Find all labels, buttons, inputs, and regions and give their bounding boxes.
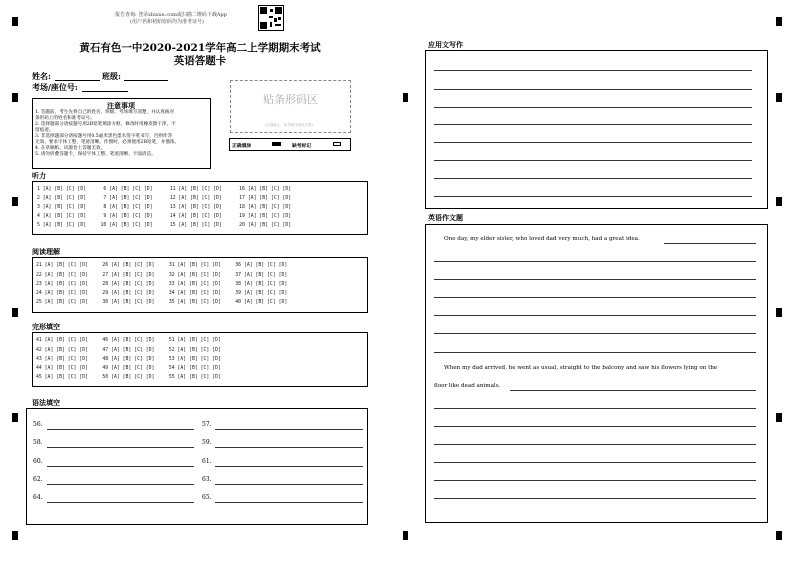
listening-row[interactable]: 4 [A] [B] [C] [D] 9 [A] [B] [C] [D] 14 [A] [B] [C] [D] 19 [A] [B] [C] [D] — [37, 214, 292, 219]
listening-label: 听力 — [32, 171, 46, 180]
blank-line[interactable] — [215, 484, 363, 485]
writing-line — [434, 352, 756, 353]
listening-row[interactable]: 2 [A] [B] [C] [D] 7 [A] [B] [C] [D] 12 [A] [B] [C] [D] 17 [A] [B] [C] [D] — [37, 196, 292, 201]
writing-line — [434, 333, 756, 334]
barcode-label: 贴条形码区 — [263, 93, 318, 106]
correct-fill-sample — [272, 142, 281, 146]
room-seat-field[interactable] — [82, 91, 128, 92]
blank-number: 59. — [202, 439, 212, 446]
absent-mark-box[interactable] — [333, 142, 341, 146]
reading-row[interactable]: 24 [A] [B] [C] [D] 29 [A] [B] [C] [D] 34 [A] [B] [C] [D] 39 [A] [B] [C] [D] — [36, 291, 288, 296]
blank-number: 64. — [33, 494, 43, 501]
writing-line — [434, 297, 756, 298]
blank-line[interactable] — [47, 429, 194, 430]
notice-box — [32, 98, 211, 169]
notice-line: 4. 在草稿纸、试题卷上答题无效。 — [35, 146, 106, 151]
class-field[interactable] — [124, 80, 168, 81]
blank-line[interactable] — [215, 447, 363, 448]
notice-line: 无效。要求字体工整、笔迹清晰。作图时，必须使用2B铅笔，并描浓。 — [35, 140, 180, 145]
writing-line — [434, 279, 756, 280]
registration-mark — [12, 413, 18, 422]
registration-mark — [776, 531, 782, 540]
writing-line — [664, 243, 756, 244]
name-field[interactable] — [55, 80, 100, 81]
grammar-label: 语法填空 — [32, 398, 60, 407]
reading-row[interactable]: 25 [A] [B] [C] [D] 30 [A] [B] [C] [D] 35 [A] [B] [C] [D] 40 [A] [B] [C] [D] — [36, 300, 288, 305]
notice-line: 3. 非选择题部分请按题号用0.5毫米黑色墨水签字笔书写，否则作答 — [35, 134, 173, 139]
cloze-label: 完形填空 — [32, 322, 60, 331]
registration-mark — [776, 93, 782, 102]
qr-code-icon[interactable] — [258, 5, 284, 31]
reading-row[interactable]: 23 [A] [B] [C] [D] 28 [A] [B] [C] [D] 33 [A] [B] [C] [D] 38 [A] [B] [C] [D] — [36, 282, 288, 287]
writing-line — [434, 89, 752, 90]
practical-writing-box[interactable] — [425, 50, 768, 209]
blank-number: 62. — [33, 476, 43, 483]
report-notice-sub: (用户名和初始密码均为准考证号) — [130, 19, 204, 25]
listening-row[interactable]: 5 [A] [B] [C] [D] 10 [A] [B] [C] [D] 15 [A] [B] [C] [D] 20 [A] [B] [C] [D] — [37, 223, 292, 228]
listening-row[interactable]: 3 [A] [B] [C] [D] 8 [A] [B] [C] [D] 13 [A] [B] [C] [D] 18 [A] [B] [C] [D] — [37, 205, 292, 210]
class-label: 班级: — [102, 71, 121, 81]
essay-paragraph-2: When my dad arrived, he went as usual, straight to the balcony and saw his flowers lying on the — [444, 365, 718, 371]
listening-row[interactable]: 1 [A] [B] [C] [D] 6 [A] [B] [C] [D] 11 [A] [B] [C] [D] 16 [A] [B] [C] [D] — [37, 187, 292, 192]
cloze-row[interactable]: 41 [A] [B] [C] [D] 46 [A] [B] [C] [D] 51 [A] [B] [C] [D] — [36, 338, 221, 343]
notice-line: 留痕迹。 — [35, 128, 54, 133]
cloze-row[interactable]: 45 [A] [B] [C] [D] 50 [A] [B] [C] [D] 55 [A] [B] [C] [D] — [36, 375, 221, 380]
grammar-answer-box — [26, 408, 368, 525]
notice-line: 1. 答题前，考生先将自己的姓名、班级、考场填写清楚，并认真核对 — [35, 110, 175, 115]
writing-line — [434, 426, 756, 427]
cloze-row[interactable]: 44 [A] [B] [C] [D] 49 [A] [B] [C] [D] 54 [A] [B] [C] [D] — [36, 366, 221, 371]
blank-line[interactable] — [47, 502, 194, 503]
registration-mark — [403, 93, 408, 102]
writing-line — [510, 390, 756, 391]
reading-label: 阅读理解 — [32, 247, 60, 256]
reading-row[interactable]: 21 [A] [B] [C] [D] 26 [A] [B] [C] [D] 31 [A] [B] [C] [D] 36 [A] [B] [C] [D] — [36, 263, 288, 268]
registration-mark — [403, 531, 408, 540]
essay-paragraph-2-cont: floor like dead animals. — [434, 383, 501, 389]
barcode-area[interactable] — [230, 80, 351, 133]
blank-line[interactable] — [215, 429, 363, 430]
registration-mark — [12, 308, 18, 317]
correct-fill-label: 正确填涂 — [232, 143, 252, 149]
registration-mark — [12, 531, 18, 540]
writing-line — [434, 70, 752, 71]
fill-legend — [229, 138, 351, 151]
essay-paragraph-1: One day, my elder sister, who loved dad very much, had a great idea. — [444, 236, 640, 242]
blank-number: 56. — [33, 421, 43, 428]
registration-mark — [12, 93, 18, 102]
writing-line — [434, 444, 756, 445]
blank-number: 58. — [33, 439, 43, 446]
blank-line[interactable] — [215, 466, 363, 467]
blank-number: 60. — [33, 458, 43, 465]
writing-line — [434, 462, 756, 463]
writing-line — [434, 315, 756, 316]
writing-line — [434, 178, 752, 179]
registration-mark — [776, 308, 782, 317]
blank-line[interactable] — [215, 502, 363, 503]
registration-mark — [12, 17, 18, 26]
reading-row[interactable]: 22 [A] [B] [C] [D] 27 [A] [B] [C] [D] 32 [A] [B] [C] [D] 37 [A] [B] [C] [D] — [36, 273, 288, 278]
notice-line: 2. 选择题部分请按题号用2B铅笔填涂方框，修改时用橡皮擦干净，不 — [35, 122, 176, 127]
registration-mark — [776, 197, 782, 206]
writing-line — [434, 196, 752, 197]
cloze-answer-box — [32, 332, 368, 387]
cloze-row[interactable]: 43 [A] [B] [C] [D] 48 [A] [B] [C] [D] 53 [A] [B] [C] [D] — [36, 357, 221, 362]
registration-mark — [776, 413, 782, 422]
essay-box[interactable] — [425, 224, 768, 523]
blank-line[interactable] — [47, 484, 194, 485]
writing-line — [434, 142, 752, 143]
writing-line — [434, 498, 756, 499]
room-seat-label: 考场/座位号: — [32, 82, 78, 92]
report-notice: 报告查询: 登录zhixue.com或扫描二维码下载App — [115, 12, 227, 18]
registration-mark — [776, 17, 782, 26]
writing-line — [434, 408, 756, 409]
notice-line: 条形码上的姓名和准考证号。 — [35, 116, 95, 121]
notice-line: 5. 请勿折叠答题卡，保持字体工整、笔迹清晰、卡面清洁。 — [35, 152, 156, 157]
page-subtitle: 英语答题卡 — [173, 55, 227, 67]
writing-line — [434, 107, 752, 108]
reading-answer-box — [32, 257, 368, 313]
blank-number: 57. — [202, 421, 212, 428]
page-title: 黄石有色一中2020-2021学年高二上学期期末考试 — [79, 42, 321, 54]
blank-number: 61. — [202, 458, 212, 465]
notice-title: 注意事项 — [107, 101, 135, 110]
writing-line — [434, 261, 756, 262]
essay-label: 英语作文题 — [428, 213, 463, 222]
blank-line[interactable] — [47, 466, 194, 467]
blank-line[interactable] — [47, 447, 194, 448]
writing-line — [434, 480, 756, 481]
registration-mark — [12, 197, 18, 206]
listening-answer-box — [32, 181, 368, 235]
writing-line — [434, 160, 752, 161]
practical-writing-label: 应用文写作 — [428, 40, 463, 49]
blank-number: 65. — [202, 494, 212, 501]
absent-mark-label: 缺考标记 — [292, 143, 312, 149]
name-label: 姓名: — [32, 71, 51, 81]
barcode-sub: (正面朝上，切勿贴出虚线方框) — [265, 123, 314, 127]
cloze-row[interactable]: 42 [A] [B] [C] [D] 47 [A] [B] [C] [D] 52 [A] [B] [C] [D] — [36, 348, 221, 353]
writing-line — [434, 124, 752, 125]
blank-number: 63. — [202, 476, 212, 483]
